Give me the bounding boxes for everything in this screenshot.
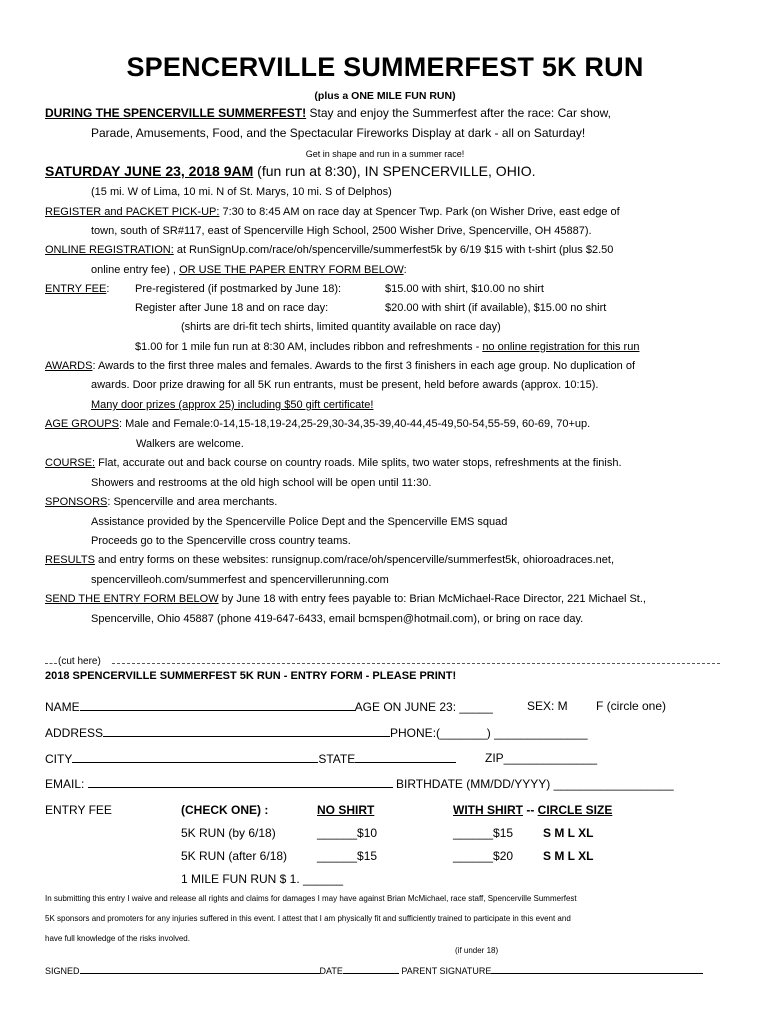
register-line-1	[45, 206, 620, 218]
row2-sizes[interactable]: S M L XL	[543, 849, 594, 863]
form-entry-fee-label: ENTRY FEE	[45, 803, 112, 817]
row1-with-shirt[interactable]: ______$15	[453, 826, 514, 840]
send-label: SEND THE ENTRY FORM BELOW	[45, 593, 219, 605]
course-label: COURSE:	[45, 457, 96, 469]
waiver-line-1: In submitting this entry I waive and release all rights and claims for damages I may have against Brian McMichael, race staff, Spencerville Summerfest	[45, 894, 577, 903]
during-text-2: Parade, Amusements, Food, and the Spectacular Fireworks Display at dark - all on Saturday!	[91, 126, 586, 140]
form-heading: 2018 SPENCERVILLE SUMMERFEST 5K RUN - ENTRY FORM - PLEASE PRINT!	[45, 670, 457, 682]
form-name-row	[45, 699, 493, 714]
row1-label: 5K RUN (by 6/18)	[181, 826, 276, 840]
circle-size-sep: --	[523, 803, 538, 817]
zip-field[interactable]: ZIP______________	[485, 751, 598, 765]
state-field[interactable]	[355, 751, 456, 763]
sponsors-text-1: : Spencerville and area merchants.	[107, 496, 278, 508]
register-label: REGISTER and PACKET PICK-UP:	[45, 206, 220, 218]
course-line-1	[45, 457, 622, 469]
form-email-row	[45, 776, 674, 791]
with-shirt-header	[453, 803, 612, 817]
parent-signature-label: PARENT SIGNATURE	[398, 966, 492, 976]
online-line-1	[45, 244, 613, 256]
entry-fee-2b: $20.00 with shirt (if available), $15.00 no shirt	[385, 302, 607, 314]
waiver-line-3: have full knowledge of the risks involved.	[45, 934, 190, 943]
city-label: CITY	[45, 752, 73, 766]
form-city-row	[45, 751, 456, 766]
cut-line-right	[112, 663, 720, 664]
parent-signature-field[interactable]	[491, 964, 703, 974]
awards-line-1	[45, 360, 635, 372]
sponsors-line-1	[45, 496, 277, 508]
course-text-1: Flat, accurate out and back course on country roads. Mile splits, two water stops, refreshments at the finish.	[95, 457, 622, 469]
send-text-1: by June 18 with entry fees payable to: Brian McMichael-Race Director, 221 Michael St.,	[218, 593, 646, 605]
address-field[interactable]	[103, 725, 390, 737]
check-one: (CHECK ONE) :	[181, 803, 269, 817]
awards-text-2: awards. Door prize drawing for all 5K run entrants, must be present, held before awards (approx. 10:15).	[91, 379, 599, 391]
sponsors-text-3: Proceeds go to the Spencerville cross country teams.	[91, 535, 351, 547]
with-shirt-label: WITH SHIRT	[453, 803, 523, 817]
send-text-2: Spencerville, Ohio 45887 (phone 419-647-6433, email bcmspen@hotmail.com), or bring on race day.	[91, 613, 584, 625]
row2-with-shirt[interactable]: ______$20	[453, 849, 514, 863]
date-field[interactable]	[343, 964, 399, 974]
form-address-row	[45, 725, 588, 740]
date-label: DATE	[319, 966, 343, 976]
circle-size-label: CIRCLE SIZE	[537, 803, 613, 817]
age-groups-text-2: Walkers are welcome.	[136, 438, 244, 450]
signed-label: SIGNED	[45, 966, 80, 976]
awards-label: AWARDS	[45, 360, 93, 372]
row2-label: 5K RUN (after 6/18)	[181, 849, 288, 863]
address-label: ADDRESS	[45, 726, 104, 740]
results-line-1	[45, 554, 614, 566]
signed-field[interactable]	[80, 964, 320, 974]
race-date: SATURDAY JUNE 23, 2018 9AM	[45, 163, 254, 179]
row1-no-shirt[interactable]: ______$10	[317, 826, 378, 840]
awards-text-1: : Awards to the first three males and females. Awards to the first 3 finishers in each age group. No duplication of	[92, 360, 636, 372]
page-subtitle: (plus a ONE MILE FUN RUN)	[314, 90, 456, 102]
send-line-1	[45, 593, 646, 605]
during-line-1	[45, 106, 611, 120]
during-text-1: Stay and enjoy the Summerfest after the race: Car show,	[306, 106, 611, 120]
entry-fee-4b: no online registration for this run	[482, 341, 640, 353]
awards-text-3: Many door prizes (approx 25) including $50 gift certificate!	[91, 399, 374, 411]
age-groups-line-1	[45, 418, 590, 430]
during-lead: DURING THE SPENCERVILLE SUMMERFEST!	[45, 106, 307, 120]
course-text-2: Showers and restrooms at the old high school will be open until 11:30.	[91, 477, 432, 489]
age-groups-text-1: : Male and Female:0-14,15-18,19-24,25-29,30-34,35-39,40-44,45-49,50-54,55-59, 60-69, 70+up.	[118, 418, 591, 430]
online-text-1: at RunSignUp.com/race/oh/spencerville/summerfest5k by 6/19 $15 with t-shirt (plus $2.50	[173, 244, 614, 256]
results-text-1: and entry forms on these websites: runsignup.com/race/oh/spencerville/summerfest5k, ohioroadraces.net,	[94, 554, 615, 566]
email-field[interactable]	[88, 776, 393, 788]
state-label: STATE	[318, 752, 356, 766]
if-under-18: (if under 18)	[455, 946, 499, 955]
distances: (15 mi. W of Lima, 10 mi. N of St. Marys, 10 mi. S of Delphos)	[91, 186, 392, 198]
entry-fee-1a: Pre-registered (if postmarked by June 18):	[135, 283, 342, 295]
no-shirt-header: NO SHIRT	[317, 803, 375, 817]
entry-fee-1b: $15.00 with shirt, $10.00 no shirt	[385, 283, 544, 295]
entry-fee-2a: Register after June 18 and on race day:	[135, 302, 329, 314]
row2-no-shirt[interactable]: ______$15	[317, 849, 378, 863]
entry-fee-label-text: ENTRY FEE	[45, 283, 107, 295]
sponsors-text-2: Assistance provided by the Spencerville Police Dept and the Spencerville EMS squad	[91, 516, 508, 528]
phone-field[interactable]: PHONE:(_______) ______________	[390, 726, 588, 740]
entry-fee-4	[135, 341, 639, 353]
city-field[interactable]	[72, 751, 318, 763]
row1-sizes[interactable]: S M L XL	[543, 826, 594, 840]
row3-fun-run[interactable]: 1 MILE FUN RUN $ 1. ______	[181, 872, 344, 886]
get-in-shape: Get in shape and run in a summer race!	[305, 149, 465, 159]
entry-fee-label	[45, 283, 109, 295]
name-field[interactable]	[80, 699, 355, 711]
waiver-line-2: 5K sponsors and promoters for any injuries suffered in this event. I attest that I am physically fit and sufficiently trained to participate in this event and	[45, 914, 571, 923]
online-label: ONLINE REGISTRATION:	[45, 244, 174, 256]
cut-here: (cut here)	[58, 656, 101, 667]
birthdate-field[interactable]: BIRTHDATE (MM/DD/YYYY) __________________	[392, 777, 674, 791]
name-label: NAME	[45, 700, 80, 714]
online-text-2c: :	[403, 264, 407, 276]
entry-fee-colon: :	[106, 283, 110, 295]
age-field[interactable]: AGE ON JUNE 23: _____	[354, 700, 493, 714]
email-label: EMAIL:	[45, 777, 88, 791]
race-location: (fun run at 8:30), IN SPENCERVILLE, OHIO.	[253, 163, 536, 179]
race-date-line	[45, 163, 535, 179]
sponsors-label: SPONSORS	[45, 496, 108, 508]
online-text-2b: OR USE THE PAPER ENTRY FORM BELOW	[179, 264, 404, 276]
register-text-2: town, south of SR#117, east of Spencerville High School, 2500 Wisher Drive, Spencerville, OH 45887).	[91, 225, 592, 237]
page-title: SPENCERVILLE SUMMERFEST 5K RUN	[126, 52, 644, 82]
register-text-1: 7:30 to 8:45 AM on race day at Spencer Twp. Park (on Wisher Drive, east edge of	[219, 206, 620, 218]
cut-line-left	[45, 663, 57, 664]
entry-fee-3: (shirts are dri-fit tech shirts, limited quantity available on race day)	[181, 321, 501, 333]
sex-f-label: F (circle one)	[596, 699, 667, 713]
online-line-2	[91, 264, 407, 276]
sex-label: SEX: M	[527, 699, 568, 713]
entry-fee-4a: $1.00 for 1 mile fun run at 8:30 AM, includes ribbon and refreshments -	[135, 341, 483, 353]
results-label: RESULTS	[45, 554, 95, 566]
age-groups-label: AGE GROUPS	[45, 418, 119, 430]
online-text-2a: online entry fee) ,	[91, 264, 180, 276]
results-text-2: spencervilleoh.com/summerfest and spencervillerunning.com	[91, 574, 389, 586]
signature-row	[45, 964, 703, 976]
